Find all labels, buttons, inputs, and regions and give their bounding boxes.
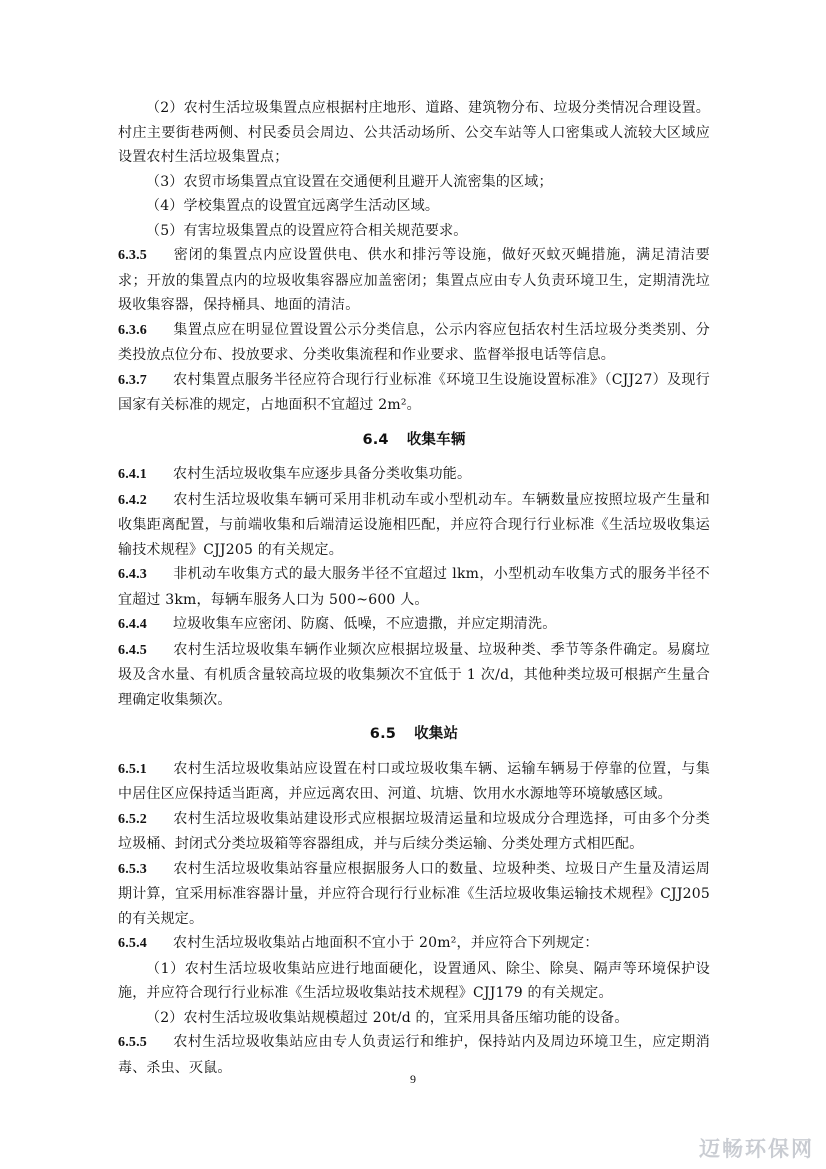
clause-paragraph (118, 562, 710, 612)
section-title-text: 收集车辆 (406, 431, 466, 448)
clause-number: 6.4.5 (118, 642, 147, 658)
clause-number: 6.3.5 (118, 248, 147, 263)
clause-text: 农村生活垃圾收集站应设置在村口或垃圾收集车辆、运输车辆易于停靠的位置，与集中居住区应保持适当距离，并应远离农田、河道、坑塘、饮用水水源地等环境敏感区域。 (118, 760, 710, 802)
sub-item-paragraph: （4）学校集置点的设置宜远离学生活动区域。 (146, 198, 440, 214)
clause-paragraph (118, 243, 710, 318)
clause-number: 6.3.7 (118, 372, 147, 388)
clause-paragraph (118, 368, 710, 418)
section-number: 6.4 (362, 431, 389, 448)
page-number: 9 (410, 1072, 416, 1086)
clause-text: 农村生活垃圾收集站占地面积不宜小于 20m²，并应符合下列规定： (173, 935, 599, 951)
clause-text: 农村生活垃圾收集站应由专人负责运行和维护，保持站内及周边环境卫生，应定期消毒、杀虫、灭鼠。 (118, 1034, 710, 1076)
clause-number: 6.4.4 (118, 617, 147, 632)
clause-paragraph (118, 638, 710, 713)
clause-paragraph (118, 462, 710, 488)
clause-text: 集置点应在明显位置设置公示分类信息，公示内容应包括农村生活垃圾分类类别、分类投放点位分布、投放要求、分类收集流程和作业要求、监督举报电话等信息。 (118, 321, 710, 363)
clause-paragraph (118, 488, 710, 563)
section-heading (118, 428, 710, 453)
clause-number: 6.4.3 (118, 567, 147, 582)
clause-paragraph (118, 757, 710, 807)
sub-item-paragraph: （2）农村生活垃圾集置点应根据村庄地形、道路、建筑物分布、垃圾分类情况合理设置。村庄主要街巷两侧、村民委员会周边、公共活动场所、公交车站等人口密集或人流较大区域应设置农村生活垃圾集置点； (118, 100, 710, 165)
clause-paragraph (118, 931, 710, 957)
sub-item-paragraph: （1）农村生活垃圾收集站应进行地面硬化，设置通风、除尘、除臭、隔声等环境保护设施，并应符合现行行业标准《生活垃圾收集站技术规程》CJJ179 的有关规定。 (118, 960, 710, 1001)
clause-number: 6.5.4 (118, 936, 147, 951)
clause-paragraph (118, 807, 710, 857)
clause-text: 农村生活垃圾收集车辆作业频次应根据垃圾量、垃圾种类、季节等条件确定。易腐垃圾及含水量、有机质含量较高垃圾的收集频次不宜低于 1 次/d，其他种类垃圾可根据产生量合理确定收集频次。 (118, 641, 710, 708)
clause-text: 农村生活垃圾收集车辆可采用非机动车或小型机动车。车辆数量应按照垃圾产生量和收集距离配置，与前端收集和后端清运设施相匹配，并应符合现行行业标准《生活垃圾收集运输技术规程》CJJ205 的有关规定。 (118, 491, 710, 558)
clause-text: 密闭的集置点内应设置供电、供水和排污等设施，做好灭蚊灭蝇措施，满足清洁要求；开放的集置点内的垃圾收集容器应加盖密闭；集置点应由专人负责环境卫生，定期清洗垃圾收集容器，保持桶具、地面的清洁。 (118, 247, 710, 313)
watermark-logo: 迈畅环保网 (699, 1137, 814, 1161)
clause-number: 6.4.1 (118, 467, 147, 482)
clause-number: 6.4.2 (118, 492, 147, 508)
sub-item-paragraph: （2）农村生活垃圾收集站规模超过 20t/d 的，宜采用具备压缩功能的设备。 (146, 1009, 629, 1026)
clause-text: 垃圾收集车应密闭、防腐、低噪，不应遗撒，并应定期清洗。 (173, 616, 557, 632)
clause-paragraph (118, 857, 710, 932)
clause-text: 非机动车收集方式的最大服务半径不宜超过 lkm，小型机动车收集方式的服务半径不宜超过 3km，每辆车服务人口为 500~600 人。 (118, 566, 710, 608)
clause-text: 农村生活垃圾收集车应逐步具备分类收集功能。 (173, 466, 472, 482)
section-heading (118, 722, 710, 747)
clause-number: 6.5.2 (118, 811, 147, 827)
clause-number: 6.5.5 (118, 1035, 147, 1050)
section-title-text: 收集站 (414, 726, 459, 742)
clause-text: 农村集置点服务半径应符合现行行业标准《环境卫生设施设置标准》（CJJ27）及现行国家有关标准的规定，占地面积不宜超过 2m²。 (118, 371, 710, 413)
clause-number: 6.5.1 (118, 761, 147, 777)
document-body (118, 96, 710, 1080)
clause-number: 6.5.3 (118, 861, 147, 877)
clause-text: 农村生活垃圾收集站建设形式应根据垃圾清运量和垃圾成分合理选择，可由多个分类垃圾桶、封闭式分类垃圾箱等容器组成，并与后续分类运输、分类处理方式相匹配。 (118, 810, 710, 852)
clause-paragraph (118, 612, 710, 638)
sub-item-paragraph: （3）农贸市场集置点宜设置在交通便利且避开人流密集的区域； (146, 173, 553, 190)
clause-number: 6.3.6 (118, 322, 147, 338)
sub-item-paragraph: （5）有害垃圾集置点的设置应符合相关规范要求。 (146, 222, 468, 239)
section-number: 6.5 (369, 726, 397, 742)
clause-paragraph (118, 318, 710, 368)
clause-text: 农村生活垃圾收集站容量应根据服务人口的数量、垃圾种类、垃圾日产生量及清运周期计算，宜采用标准容器计量，并应符合现行行业标准《生活垃圾收集运输技术规程》CJJ205 的有关规定。 (118, 860, 710, 927)
